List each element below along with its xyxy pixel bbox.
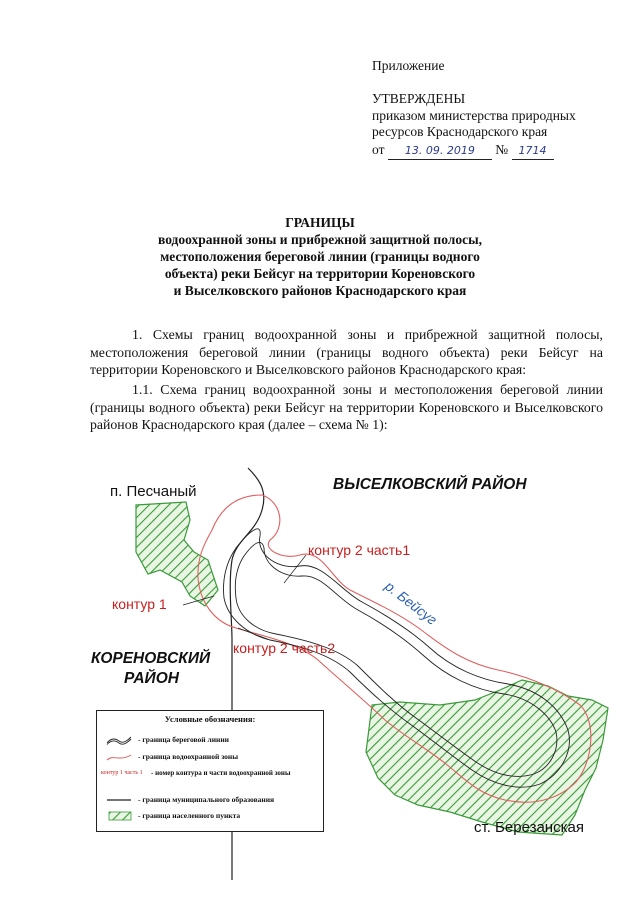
river-label: р. Бейсуг: [382, 577, 441, 628]
number-value: 1714: [518, 144, 547, 157]
contour-2-part-2-label: контур 2 часть2: [233, 640, 336, 656]
legend-item-shoreline: [101, 735, 229, 745]
legend-item-contour: [101, 769, 311, 778]
shoreline-symbol-icon: [101, 735, 135, 745]
doc-subtitle-3: объекта) реки Бейсуг на территории Кореновского: [164, 266, 476, 281]
appendix-label: Приложение: [372, 58, 445, 73]
date-value: 13. 09. 2019: [404, 144, 475, 157]
settlement-symbol-icon: [101, 811, 135, 821]
legend-item-shoreline-label: - граница береговой линии: [138, 735, 229, 744]
legend-item-settlement: [101, 811, 240, 821]
settlement-berezanskaya-area: [366, 680, 608, 835]
river-map-scheme: [0, 460, 640, 905]
order-date-line: [372, 142, 554, 160]
doc-title: ГРАНИЦЫ: [285, 215, 355, 230]
water-zone-symbol-icon: [101, 752, 135, 762]
contour-1-label: контур 1: [112, 596, 167, 612]
district-korenovsky-label-1: КОРЕНОВСКИЙ: [91, 650, 211, 667]
district-korenovsky-label-2: РАЙОН: [124, 670, 179, 687]
number-label: №: [495, 142, 509, 157]
approved-label: УТВЕРЖДЕНЫ: [372, 91, 466, 106]
order-line-1: приказом министерства природных: [372, 108, 576, 123]
from-label: от: [372, 142, 385, 157]
doc-subtitle-2: местоположения береговой линии (границы водного: [160, 249, 480, 264]
legend-item-municipal: [101, 795, 274, 805]
settlement-peschany-label: п. Песчаный: [110, 483, 197, 500]
legend-item-contour-label: - номер контура и части водоохранной зоны: [151, 769, 291, 777]
municipal-boundary-symbol-icon: [101, 795, 135, 805]
legend-item-water-zone-label: - граница водоохранной зоны: [138, 752, 239, 761]
legend-item-settlement-label: - граница населенного пункта: [138, 811, 241, 820]
legend-item-municipal-label: - граница муниципального образования: [138, 795, 275, 804]
date-field: [388, 142, 492, 160]
paragraph-1: 1. Схемы границ водоохранной зоны и прибрежной защитной полосы, местоположения береговой линии (границы водного объекта) реки Бейсуг на территории Кореновского и Выселковского районов Краснодарского края:: [90, 327, 603, 377]
paragraph-1-1: 1.1. Схема границ водоохранной зоны и местоположения береговой линии (границы водного объекта) реки Бейсуг на территории Кореновского и Выселковского районов Краснодарского края (далее – схема № 1):: [90, 382, 603, 432]
contour-2-part-1-label: контур 2 часть1: [308, 542, 411, 558]
settlement-berezanskaya-label: ст. Березанская: [474, 819, 584, 836]
legend-title: Условные обозначения:: [164, 714, 256, 724]
legend-contour-sample: контур 1 часть 1: [101, 770, 143, 776]
map-legend: [96, 710, 324, 832]
doc-subtitle-4: и Выселковского районов Краснодарского края: [173, 283, 467, 298]
district-vyselkovsky-label: ВЫСЕЛКОВСКИЙ РАЙОН: [333, 476, 527, 493]
settlement-peschany-area: [136, 502, 218, 606]
doc-subtitle-1: водоохранной зоны и прибрежной защитной полосы,: [158, 232, 482, 247]
order-line-2: ресурсов Краснодарского края: [372, 124, 548, 139]
legend-item-water-zone: [101, 752, 238, 762]
number-field: [512, 142, 554, 160]
